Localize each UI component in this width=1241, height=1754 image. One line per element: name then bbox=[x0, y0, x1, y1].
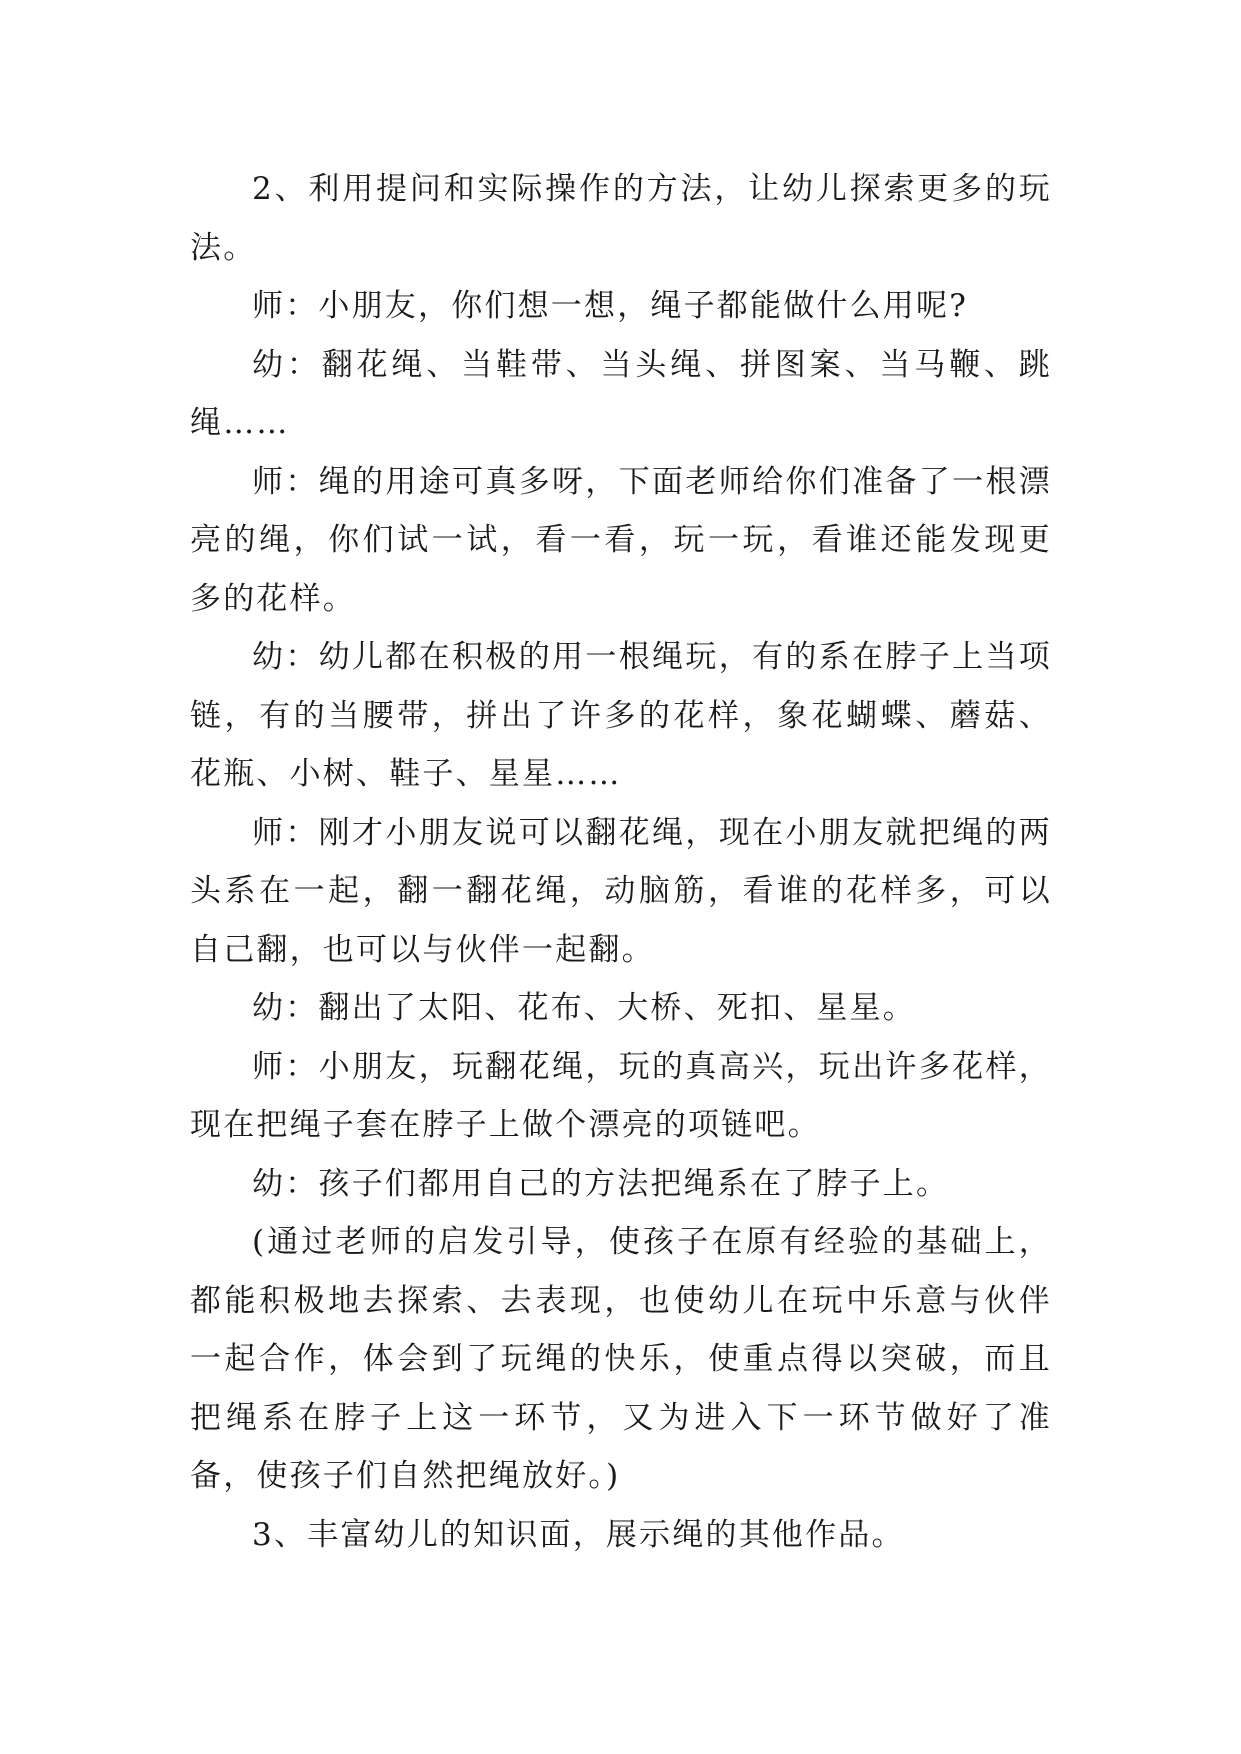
paragraph-note: (通过老师的启发引导，使孩子在原有经验的基础上，都能积极地去探索、去表现，也使幼儿在玩中乐意与伙伴一起合作，体会到了玩绳的快乐，使重点得以突破，而且把绳系在脖子上这一环节，又为进入下一环节做好了准备，使孩子们自然把绳放好。) bbox=[190, 1224, 1052, 1494]
paragraph-teacher-string-figures: 师：刚才小朋友说可以翻花绳，现在小朋友就把绳的两头系在一起，翻一翻花绳，动脑筋，看谁的花样多，可以自己翻，也可以与伙伴一起翻。 bbox=[190, 814, 1052, 968]
paragraph-step-3: 3、丰富幼儿的知识面，展示绳的其他作品。 bbox=[252, 1516, 905, 1553]
paragraph-children-necklace: 幼：孩子们都用自己的方法把绳系在了脖子上。 bbox=[252, 1165, 950, 1202]
paragraph-children-figures: 幼：翻出了太阳、花布、大桥、死扣、星星。 bbox=[252, 990, 916, 1026]
paragraph-children-play: 幼：幼儿都在积极的用一根绳玩，有的系在脖子上当项链，有的当腰带，拼出了许多的花样，象花蝴蝶、蘑菇、花瓶、小树、鞋子、星星…… bbox=[190, 639, 1052, 792]
paragraph-children-answer: 幼：翻花绳、当鞋带、当头绳、拼图案、当马鞭、跳绳…… bbox=[190, 346, 1052, 441]
paragraph-teacher-question: 师：小朋友，你们想一想，绳子都能做什么用呢? bbox=[252, 288, 969, 324]
document-body bbox=[190, 160, 1052, 1564]
paragraph-teacher-necklace: 师：小朋友，玩翻花绳，玩的真高兴，玩出许多花样，现在把绳子套在脖子上做个漂亮的项链吧。 bbox=[190, 1048, 1052, 1143]
paragraph-step-2: 2、利用提问和实际操作的方法，让幼儿探索更多的玩法。 bbox=[190, 171, 1052, 266]
paragraph-teacher-prompt: 师：绳的用途可真多呀，下面老师给你们准备了一根漂亮的绳，你们试一试，看一看，玩一玩，看谁还能发现更多的花样。 bbox=[190, 463, 1052, 617]
